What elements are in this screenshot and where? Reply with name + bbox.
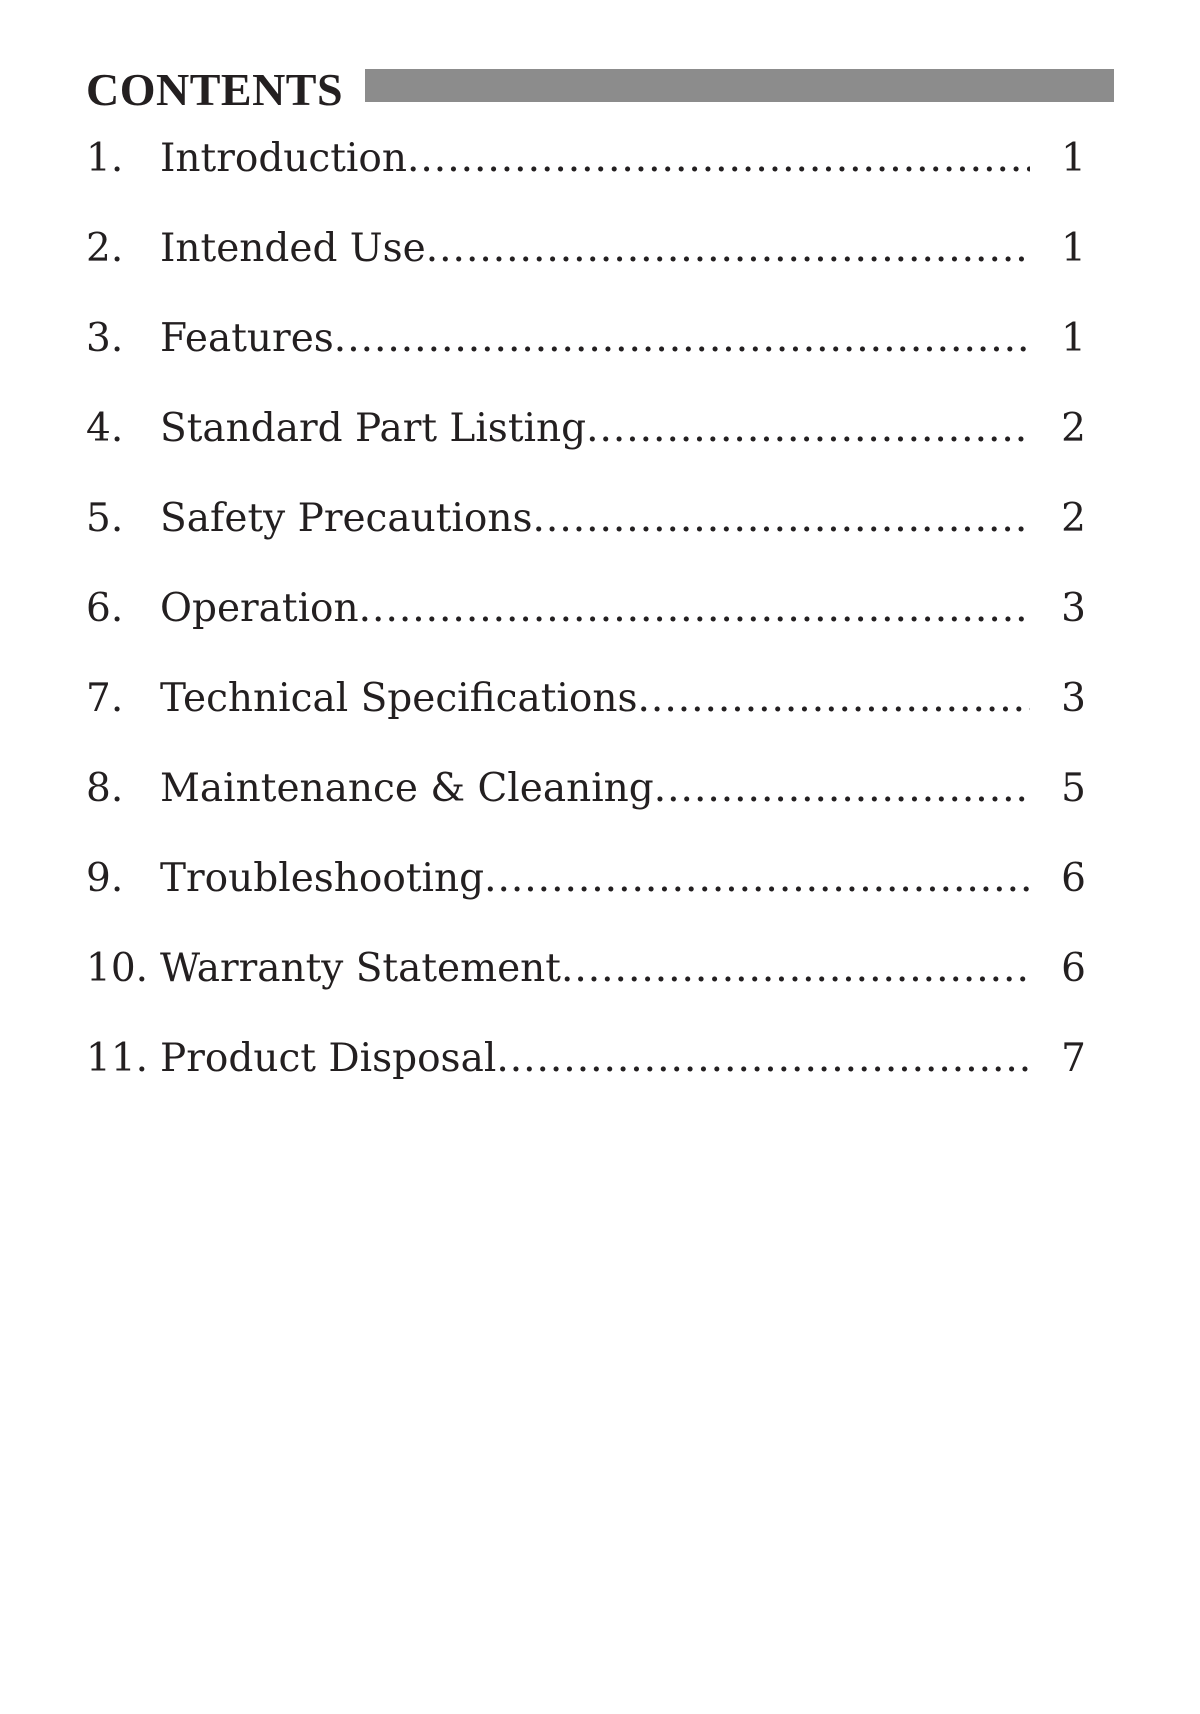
toc-entry-warranty-statement[interactable] [86, 946, 1086, 1036]
toc-entry-number: 10. [86, 946, 149, 991]
toc-entry-introduction[interactable] [86, 136, 1086, 226]
toc-entry-intended-use[interactable] [86, 226, 1086, 316]
toc-entry-page: 1 [1061, 316, 1086, 361]
toc-entry-page: 1 [1061, 226, 1086, 271]
toc-entry-page: 3 [1061, 586, 1086, 631]
toc-entry-page: 2 [1061, 496, 1086, 541]
toc-entry-page: 5 [1061, 766, 1086, 811]
toc-dot-leader [359, 586, 1030, 631]
toc-entry-title: Intended Use [160, 226, 426, 271]
toc-entry-number: 8. [86, 766, 124, 811]
toc-entry-title: Maintenance & Cleaning [160, 766, 654, 811]
toc-entry-title: Technical Specifications [160, 676, 638, 721]
header-divider-bar [365, 69, 1114, 102]
toc-entry-number: 6. [86, 586, 124, 631]
toc-entry-number: 9. [86, 856, 124, 901]
toc-entry-title: Introduction [160, 136, 407, 181]
toc-entry-number: 5. [86, 496, 124, 541]
toc-entry-page: 2 [1061, 406, 1086, 451]
toc-entry-maintenance-cleaning[interactable] [86, 766, 1086, 856]
toc-entry-number: 4. [86, 406, 124, 451]
toc-entry-page: 1 [1061, 136, 1086, 181]
toc-entry-title: Features [160, 316, 334, 361]
toc-entry-page: 3 [1061, 676, 1086, 721]
page-title: CONTENTS [86, 64, 344, 115]
toc-entry-title: Safety Precautions [160, 496, 533, 541]
toc-entry-number: 2. [86, 226, 124, 271]
toc-entry-troubleshooting[interactable] [86, 856, 1086, 946]
toc-dot-leader [426, 226, 1030, 271]
toc-entry-number: 1. [86, 136, 124, 181]
toc-entry-page: 7 [1061, 1036, 1086, 1081]
toc-dot-leader [533, 496, 1030, 541]
toc-entry-safety-precautions[interactable] [86, 496, 1086, 586]
toc-entry-technical-specifications[interactable] [86, 676, 1086, 766]
toc-dot-leader [407, 136, 1030, 181]
toc-dot-leader [638, 676, 1030, 721]
contents-header [86, 62, 1114, 118]
toc-dot-leader [334, 316, 1030, 361]
toc-dot-leader [561, 946, 1030, 991]
toc-entry-number: 3. [86, 316, 124, 361]
toc-entry-title: Standard Part Listing [160, 406, 587, 451]
toc-entry-title: Operation [160, 586, 359, 631]
toc-dot-leader [496, 1036, 1030, 1081]
toc-entry-page: 6 [1061, 946, 1086, 991]
toc-dot-leader [654, 766, 1030, 811]
toc-entry-title: Troubleshooting [160, 856, 485, 901]
toc-entry-operation[interactable] [86, 586, 1086, 676]
table-of-contents [86, 136, 1086, 1126]
toc-entry-product-disposal[interactable] [86, 1036, 1086, 1126]
toc-dot-leader [586, 406, 1030, 451]
toc-entry-standard-part-listing[interactable] [86, 406, 1086, 496]
toc-entry-title: Product Disposal [160, 1036, 497, 1081]
toc-entry-page: 6 [1061, 856, 1086, 901]
toc-entry-number: 11. [86, 1036, 149, 1081]
toc-entry-features[interactable] [86, 316, 1086, 406]
toc-dot-leader [484, 856, 1030, 901]
toc-entry-title: Warranty Statement [160, 946, 561, 991]
toc-entry-number: 7. [86, 676, 124, 721]
